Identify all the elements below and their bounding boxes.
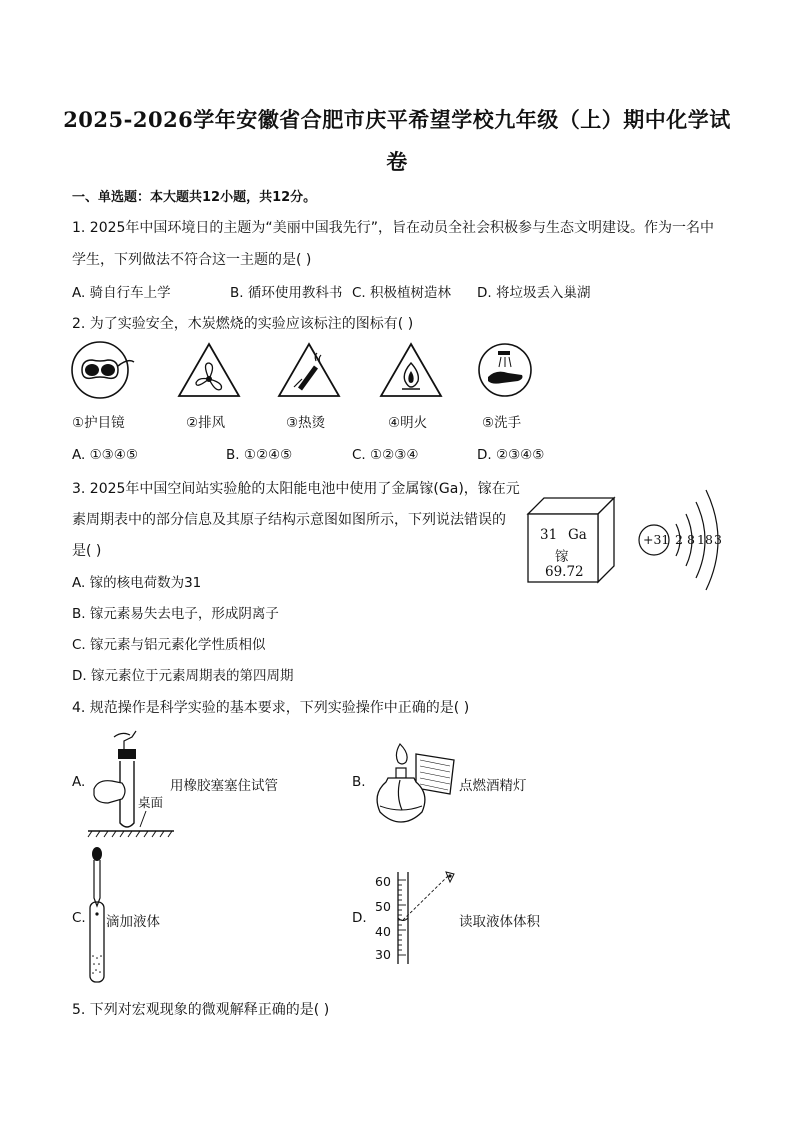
q1-option-a: A. 骑自行车上学 (72, 285, 171, 301)
cylinder-tick-50: 50 (375, 899, 391, 914)
exam-title-line1: 2025-2026学年安徽省合肥市庆平希望学校九年级（上）期中化学试 (63, 107, 731, 132)
q3-stem-line1: 3. 2025年中国空间站实验舱的太阳能电池中使用了金属镓(Ga)，镓在元 (72, 481, 520, 497)
goggles-icon (70, 340, 140, 400)
atom-nucleus-charge: +31 (643, 532, 670, 547)
q3-stem-line3: 是( ) (72, 543, 102, 559)
element-name: 镓 (555, 549, 569, 565)
exam-title-line2: 卷 (386, 149, 408, 174)
q5-stem: 5. 下列对宏观现象的微观解释正确的是( ) (72, 1002, 330, 1018)
q2-stem: 2. 为了实验安全，木炭燃烧的实验应该标注的图标有( ) (72, 316, 414, 332)
q2-option-b: B. ①②④⑤ (226, 447, 293, 463)
q1-stem-line1: 1. 2025年中国环境日的主题为“美丽中国我先行”，旨在动员全社会积极参与生态文明建设。作为一名中 (72, 220, 714, 236)
cylinder-tick-60: 60 (375, 874, 391, 889)
q4-d-label: 读取液体体积 (459, 914, 540, 930)
element-atomic-mass: 69.72 (545, 564, 584, 580)
q2-caption-2: ②排风 (186, 415, 226, 431)
element-symbol: Ga (568, 527, 587, 543)
q4-c-label: 滴加液体 (106, 914, 160, 930)
q3-option-d: D. 镓元素位于元素周期表的第四周期 (72, 668, 294, 684)
q1-option-b: B. 循环使用教科书 (230, 285, 343, 301)
atom-shell-3: 18 (697, 532, 713, 547)
q4-a-letter: A. (72, 774, 86, 790)
q2-caption-1: ①护目镜 (72, 415, 125, 431)
q4-c-letter: C. (72, 910, 86, 926)
q4-a-table-label: 桌面 (138, 795, 164, 810)
section-header: 一、单选题：本大题共12小题，共12分。 (72, 190, 317, 205)
q3-option-c: C. 镓元素与铝元素化学性质相似 (72, 637, 266, 653)
q1-stem-line2: 学生，下列做法不符合这一主题的是( ) (72, 252, 312, 268)
q3-option-a: A. 镓的核电荷数为31 (72, 575, 202, 591)
q2-caption-3: ③热烫 (286, 415, 326, 431)
q2-caption-5: ⑤洗手 (482, 415, 522, 431)
atom-shell-4: 3 (714, 532, 722, 547)
test-tube-stopper-figure (88, 727, 174, 839)
q2-option-d: D. ②③④⑤ (477, 447, 545, 463)
q3-stem-line2: 素周期表中的部分信息及其原子结构示意图如图所示，下列说法错误的 (72, 512, 506, 528)
q4-stem: 4. 规范操作是科学实验的基本要求，下列实验操作中正确的是( ) (72, 700, 470, 716)
cylinder-tick-40: 40 (375, 924, 391, 939)
alcohol-lamp-figure (366, 736, 458, 826)
cylinder-tick-30: 30 (375, 947, 391, 962)
q1-option-c: C. 积极植树造林 (352, 285, 452, 301)
q4-b-label: 点燃酒精灯 (459, 778, 527, 794)
hot-surface-icon (276, 341, 342, 399)
q4-b-letter: B. (352, 774, 366, 790)
q2-option-c: C. ①②③④ (352, 447, 419, 463)
q4-a-label: 用橡胶塞塞住试管 (170, 778, 278, 794)
element-atomic-number: 31 (540, 527, 558, 543)
fan-icon (176, 341, 242, 399)
q2-caption-4: ④明火 (388, 415, 428, 431)
q4-d-letter: D. (352, 910, 367, 926)
q1-option-d: D. 将垃圾丢入巢湖 (477, 285, 591, 301)
wash-hands-icon (478, 341, 538, 399)
atom-shell-1: 2 (675, 532, 683, 547)
q3-option-b: B. 镓元素易失去电子，形成阴离子 (72, 606, 279, 622)
flame-icon (378, 341, 444, 399)
atom-shell-2: 8 (687, 532, 695, 547)
q2-option-a: A. ①③④⑤ (72, 447, 138, 463)
